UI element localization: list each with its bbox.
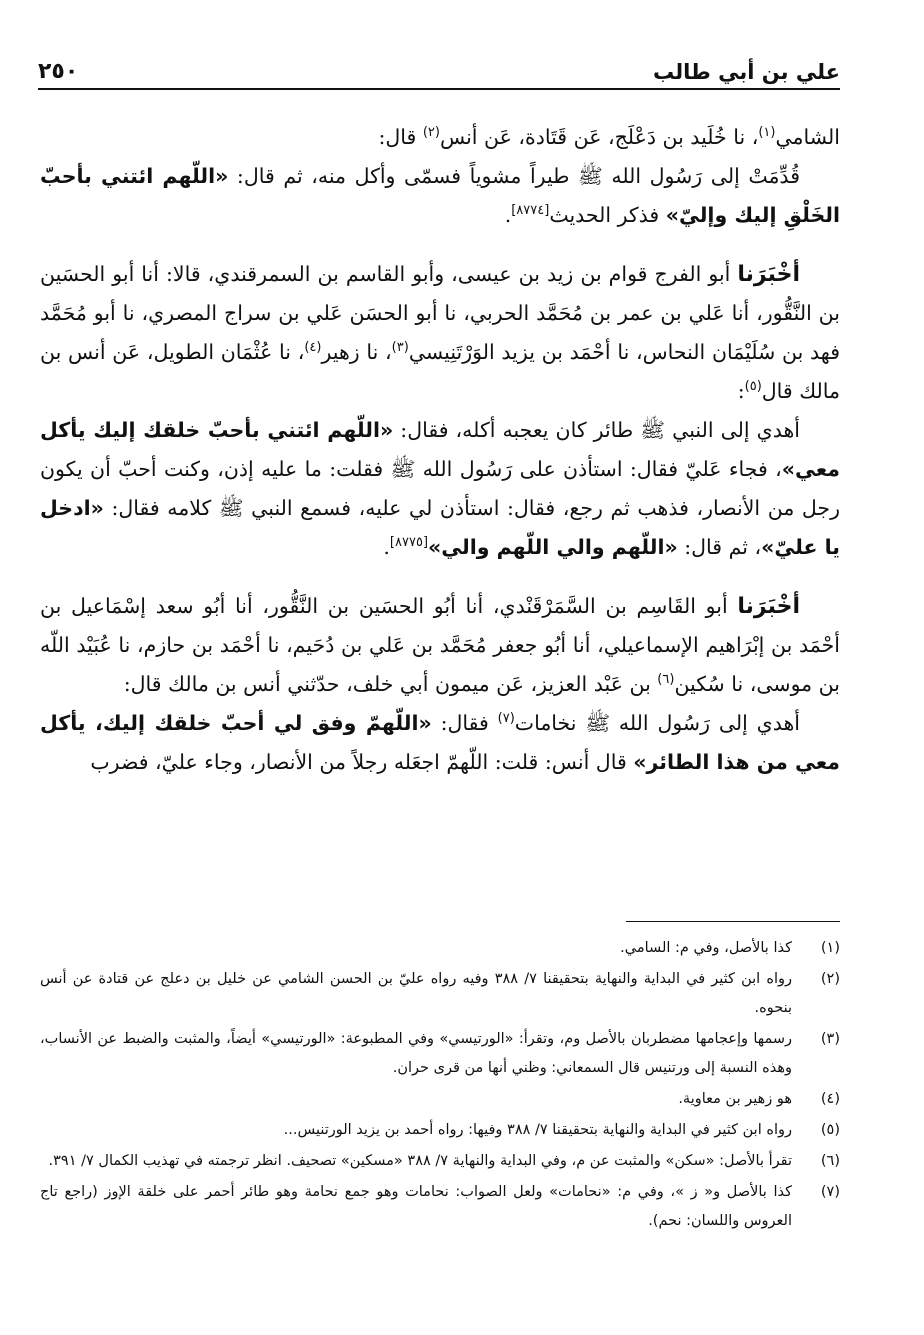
running-title: علي بن أبي طالب	[653, 60, 840, 84]
footnote-ref-2: (٢)	[422, 125, 440, 141]
text-run: قُدِّمَتْ إلى رَسُول الله ﷺ طيراً مشوياً فسمّى وأكل منه، ثم قال:	[228, 164, 800, 188]
text-run: ، فجاء عَليّ فقال: استأذن على رَسُول الله ﷺ فقلت: ما عليه إذن، وكنت أحبّ أن يكون رجل من الأنصار، فذهب ثم رجع، فقال: استأذن لي عليه، فسمع النبي ﷺ كلامه فقال:	[40, 457, 840, 520]
text-run: قال أنس: قلت: اللّهمّ اجعَله رجلاً من الأنصار، وجاء عليّ، فضرب	[90, 750, 634, 774]
paragraph-1	[40, 118, 840, 157]
footnote-text: رواه ابن كثير في البداية والنهاية بتحقيقنا ٧/ ٣٨٨ وفيها: رواه أحمد بن يزيد الورتنيس...	[283, 1122, 792, 1138]
footnote-number: (٤)	[820, 1091, 840, 1107]
footnote-ref-5: (٥)	[744, 379, 762, 395]
text-run: بن عَبْد العزيز، عَن ميمون أبي خلف، حدّثني أنس بن مالك قال:	[123, 672, 658, 696]
footnote-ref-1: (١)	[758, 125, 776, 141]
paragraph-gap	[40, 567, 840, 587]
footnote	[40, 965, 840, 1023]
page-header	[38, 52, 840, 90]
footnote	[40, 1116, 840, 1145]
text-run: .	[504, 203, 512, 227]
paragraph-6	[40, 704, 840, 782]
footnote	[40, 934, 840, 963]
footnote	[40, 1147, 840, 1176]
footnote-text: رواه ابن كثير في البداية والنهاية بتحقيقنا ٧/ ٣٨٨ وفيه رواه عليّ بن الحسن الشامي عن خليل بن دعلج عن قتادة عن أنس بنحوه.	[40, 971, 792, 1016]
text-run: أهدي إلى النبي ﷺ طائر كان يعجبه أكله، فقال:	[393, 418, 800, 442]
footnote	[40, 1178, 840, 1236]
footnote-text: تقرأ بالأصل: «سكن» والمثبت عن م، وفي البداية والنهاية ٧/ ٣٨٨ «مسكين» تصحيف. انظر ترجمته في تهذيب الكمال ٧/ ٣٩١.	[48, 1153, 792, 1169]
isnad-keyword: أخْبَرَنا	[737, 594, 800, 619]
footnote-text: كذا بالأصل، وفي م: السامي.	[620, 940, 792, 956]
text-run: أبو القَاسِم بن السَّمَرْقَنْدي، أنا أبُو الحسَين بن النَّقُّور، أنا أبُو سعد إسْمَاعيل بن أحْمَد بن إبْرَاهيم الإسماعيلي، أنا أبُو جعفر مُحَمَّد بن عَلي بن دُحَيم، نا أحْمَد بن حازم، نا عُبَيْد اللّه بن موسى، نا سُكين	[40, 594, 840, 696]
footnote-ref-3: (٣)	[391, 340, 409, 356]
prophetic-quote: «اللّهم ائتني بأحبّ الخَلْقِ إليك وإليّ»	[40, 164, 840, 227]
hadith-number: [٨٧٧٥]	[389, 535, 429, 551]
prophetic-quote: «اللّهمّ وفق لي أحبّ خلقك إليك، يأكل معي من هذا الطائر»	[40, 711, 840, 774]
footnote-separator	[626, 921, 840, 922]
text-run: أبو الفرج قوام بن زيد بن عيسى، وأبو القاسم بن السمرقندي، قالا: أنا أبو الحسَين بن النَّقُّور، أنا عَلي بن عمر بن مُحَمَّد الحربي، نا أبو الحسَن عَلي بن سراج المصري، نا أبو مُحَمَّد فهد بن سُلَيْمَان النحاس، نا أحْمَد بن يزيد الوَرْتَنِيسي	[40, 262, 841, 364]
footnote-number: (٥)	[820, 1122, 840, 1138]
footnote-text: رسمها وإعجامها مضطربان بالأصل وم، وتقرأ: «الورتيسي» وفي المطبوعة: «الورتيسي» أيضاً، والمثبت والضبط عن الأنساب، وهذه النسبة إلى ورتنيس قال السمعاني: وظني أنها من قرى حران.	[40, 1031, 792, 1076]
footnote-ref-4: (٤)	[304, 340, 322, 356]
text-run: ، ثم قال:	[677, 535, 762, 559]
paragraph-3	[40, 255, 840, 411]
prophetic-quote: «اللّهم والي اللّهم والي»	[428, 535, 678, 559]
paragraph-2	[40, 157, 840, 235]
footnote-ref-7: (٧)	[497, 711, 515, 727]
isnad-keyword: أخْبَرَنا	[737, 262, 800, 287]
footnote-text: كذا بالأصل و« ز »، وفي م: «نحامات» ولعل الصواب: نحامات وهو جمع نحامة وهو طائر أحمر على خلقة الإوز (راجع تاج العروس واللسان: نحم).	[40, 1184, 792, 1229]
footnotes	[40, 934, 840, 1236]
paragraph-4	[40, 411, 840, 567]
text-run: ، نا زهير	[321, 340, 392, 364]
text-run: أهدي إلى رَسُول الله ﷺ نخامات	[514, 711, 800, 735]
footnote-number: (٦)	[820, 1153, 840, 1169]
footnote-number: (١)	[820, 940, 840, 956]
text-run: :	[737, 379, 745, 403]
page-number: ٢٥٠	[38, 59, 79, 84]
main-text	[40, 118, 840, 782]
footnote-number: (٧)	[820, 1184, 840, 1200]
prophetic-quote: «اللّهم ائتني بأحبّ خلقك إليك يأكل معي»	[40, 418, 840, 481]
paragraph-gap	[40, 235, 840, 255]
text-run: قال:	[378, 125, 423, 149]
text-run: فقال:	[431, 711, 498, 735]
text-run: الشامي	[775, 125, 840, 149]
footnote-number: (٢)	[820, 971, 840, 987]
hadith-number: [٨٧٧٤]	[511, 203, 550, 219]
text-run: ، نا خُلَيد بن دَعْلَج، عَن قَتَادة، عَن أنس	[439, 125, 759, 149]
text-run: ، نا عُثْمَان الطويل، عَن أنس بن مالك قال	[40, 340, 840, 403]
footnote	[40, 1085, 840, 1114]
footnote	[40, 1025, 840, 1083]
footnote-ref-6: (٦)	[657, 672, 675, 688]
footnote-text: هو زهير بن معاوية.	[678, 1091, 792, 1107]
footnote-number: (٣)	[820, 1031, 840, 1047]
paragraph-5	[40, 587, 840, 704]
text-run: فذكر الحديث	[549, 203, 666, 227]
prophetic-quote: «ادخل يا عليّ»	[40, 496, 840, 559]
text-run: .	[383, 535, 390, 559]
